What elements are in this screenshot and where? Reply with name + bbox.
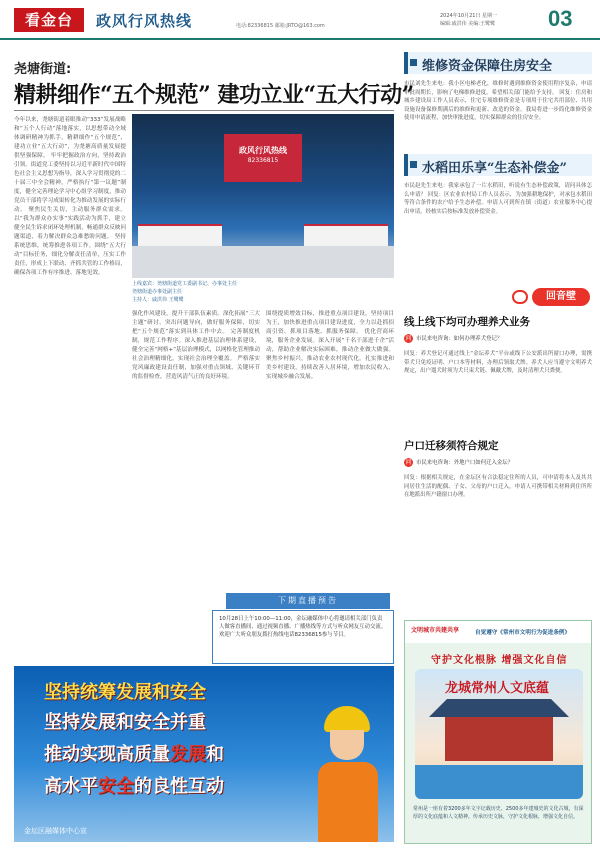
banner-line: 坚持发展和安全并重 [44, 712, 206, 733]
eco-compensation-text: 市民赵先生来电：我家承包了一片水稻田，听说有生态补偿政策，请问具体怎么申请？ 回复：区农业农村局工作人员表示，为加强耕地保护，对承包水稻田等符合条件的农户给予生态补偿。申请人可到所在镇（街道）农业服务中心提出申请，经核实后按标准发放补偿资金。 [404, 183, 592, 215]
poster-slogan: 守护文化根脉 增强文化自信 [431, 655, 568, 666]
poster-artwork [415, 669, 583, 799]
banner-line [44, 740, 224, 766]
caption-line: 上线嘉宾：尧塘街道党工委副书记、办事处主任 [132, 281, 238, 287]
masthead-logo: 看金台 [14, 8, 84, 32]
repair-fund-title: 维修资金保障住房安全 [422, 59, 553, 74]
question-icon: 问 [405, 335, 412, 342]
section-title: 政风行风热线 [96, 12, 193, 30]
ring-icon [512, 290, 528, 304]
feedback-wall-label: 回音壁 [532, 288, 590, 306]
lead-kicker: 尧塘街道: [14, 62, 72, 77]
hukou-qa [404, 458, 592, 467]
eco-compensation-head [404, 154, 592, 176]
studio-desk-right [304, 224, 388, 246]
lead-body-col3: 围绕提质增效目标，推进重点项目建设。坚持项目为王，加快推进重点项目建设进度，全力以赴抓招商引资、抓项目落地、抓服务保障。 优化营商环境，服务企业发展。深入开展“千名干部进千企”活动，帮助企业解决实际困难，推动企业做大做强。 聚焦乡村振兴，推动农业农村现代化。扎实推进和美乡村建设，持续改善人居环境，增加农民收入，实现城乡融合发展。 [266, 311, 394, 380]
safety-banner [14, 666, 394, 842]
banner-text: 和 [206, 744, 224, 765]
banner-text: 推动实现高质量 [44, 744, 170, 765]
caption-line: 主持人：戚洪伟 王鹭鹭 [132, 297, 184, 303]
face-shape [330, 730, 364, 760]
lead-headline: 精耕细作“五个规范” 建功立业“五大行动” [14, 82, 414, 108]
poster-footnote: 常州是一座有着3200多年文字记载历史、2500多年建城史的文化古城，有深厚的文化底蕴和人文精神。传承历史文脉，守护文化根脉，增强文化自信。 [413, 806, 584, 820]
temple-roof-shape [429, 699, 569, 717]
question-text: 市民来电咨询：外地户口如何迁入金坛？ [416, 460, 514, 466]
repair-fund-text: 市民刘先生来电：我小区电梯老化，维修时遇到维修资金使用程序复杂，申请审批周期长，影响了电梯维修进度，希望相关部门能给予支持。 回复：住房和城乡建设局工作人员表示，住宅专项维修资金是专项用于住宅共用部位、共用设施设备保修期满后的维修和更新、改造的资金。我局将进一步简化维修资金使用申请流程，加快审批进度，切实保障群众的住房安全。 [404, 81, 592, 122]
question-line [404, 458, 592, 467]
studio-photo [132, 114, 394, 278]
vest-shape [318, 762, 378, 842]
studio-screen-title: 政风行风热线 [239, 146, 287, 155]
page-header [0, 0, 600, 40]
studio-desk-left [138, 224, 222, 246]
banner-line [44, 772, 224, 798]
hukou-answer: 回复：根据相关规定，在金坛区有合法稳定住所的人员，可申请将本人及其共同居住生活的配偶、子女、父母的户口迁入。申请人可携带相关材料到住所所在地派出所户籍窗口办理。 [404, 475, 592, 499]
lead-body-col1: 今年以来，尧塘街道着眼推动“333”发展战略和“五个人行动”落地落实，以思想带动全域体调研精神为抓手，精耕细作“五个规范”，建功立业“五大行动”，为尧塘高质量发展提供坚强保障。 牢牢把握政治方向，坚持政治引领。街道党工委坚持以习近平新时代中国特色社会主义思想为指导，深入学习贯彻党的二十届三中全会精神，严格执行“第一议题”制度，健全完善理论学习中心组学习制度，推动党员干部将学习成果转化为推动发展的实际行动。 聚焦民生关切，主动服务群众需求。以“我为群众办实事”实践活动为抓手，建立健全民生诉求闭环处理机制，畅通群众反映问题渠道，着力解决群众急难愁盼问题。 坚持系统思维，统筹推进各项工作。围绕“五大行动”目标任务，细化分解责任清单，压实工作责任，形成上下联动、齐抓共管的工作格局，确保各项工作有序推进、落地见效。 [14, 117, 126, 276]
repair-fund-head [404, 52, 592, 74]
temple-hall-shape [445, 717, 553, 761]
issue-date: 2024年10月21日 星期一 [440, 13, 498, 19]
hukou-head: 户口迁移须符合规定 [404, 440, 499, 452]
issue-info [440, 12, 497, 28]
pet-dog-answer: 回复：养犬登记可通过线上“金坛养犬”平台或线下公安派出所窗口办理，需携带犬只免疫证明、户口本等材料，办理后领取犬牌。养犬人应当遵守文明养犬规定，出户遛犬时须为犬只束犬链、佩戴犬牌，及时清理犬只粪便。 [404, 351, 592, 375]
eco-compensation-title: 水稻田乐享“生态补偿金” [422, 161, 567, 176]
live-preview-title: 下期直播预告 [226, 593, 390, 609]
civility-poster [404, 620, 592, 844]
contact-info: 电话:82336815 邮箱:JRTO@163.com [236, 23, 325, 29]
banner-emphasis: 发展 [170, 744, 206, 765]
feedback-wall-badge [512, 288, 592, 306]
pet-dog-head: 线上线下均可办理养犬业务 [404, 316, 530, 328]
poster-top-left: 文明城市共建共享 [411, 627, 460, 634]
live-preview-text: 10月28日上午10:00—11:00，金坛融媒体中心将邀请相关部门负责人做客直播间，通过视频直播、广播热线等方式与听众网友互动交流。欢迎广大听众朋友拨打热线电话82336815参与节目。 [212, 610, 394, 664]
banner-org: 金坛区融媒体中心宣 [24, 827, 87, 835]
caption-line: 尧塘街道办事处副主任 [132, 289, 183, 295]
banner-line: 坚持统筹发展和安全 [44, 682, 206, 703]
section-square-icon [410, 161, 417, 168]
studio-screen-phone: 82336815 [247, 157, 279, 164]
banner-text: 高水平 [44, 776, 98, 797]
water-shape [415, 765, 583, 799]
lead-story [12, 48, 414, 663]
banner-emphasis: 安全 [98, 776, 134, 797]
headline-divider [14, 110, 394, 111]
lead-body-col2: 强化作风建设，提升干部队伍素质。深化拓展“三大主题”研讨，突出问题导向，做好服务保障，切实把“五个规范”落实到具体工作中去。 完善制度机制，规范工作程序。深入推进基层治理体系建设，健全完善“网格+”基层治理模式，以网格化管理推动社会治理精细化，实现社会治理全覆盖。 严格落实党风廉政建设责任制，加强对重点领域、关键环节的监督检查，营造风清气正的良好环境。 [132, 311, 260, 380]
page-number: 03 [548, 6, 573, 31]
section-square-icon [410, 59, 417, 66]
helmet-shape [324, 706, 370, 732]
worker-illustration [314, 706, 384, 842]
question-text: 市民来电咨询：如何办理养犬登记？ [416, 336, 503, 342]
question-line [404, 334, 592, 343]
studio-screen [224, 134, 302, 182]
poster-art-text: 龙城常州人文底蕴 [445, 681, 550, 696]
banner-text: 的良性互动 [134, 776, 224, 797]
photo-caption [132, 280, 394, 304]
poster-top [405, 621, 592, 643]
poster-top-right: 自觉遵守《常州市文明行为促进条例》 [475, 630, 571, 636]
question-icon: 问 [405, 459, 412, 466]
issue-editors: 编辑:戚洪伟 美编:王鹭鹭 [440, 21, 495, 27]
studio-floor [132, 246, 394, 278]
